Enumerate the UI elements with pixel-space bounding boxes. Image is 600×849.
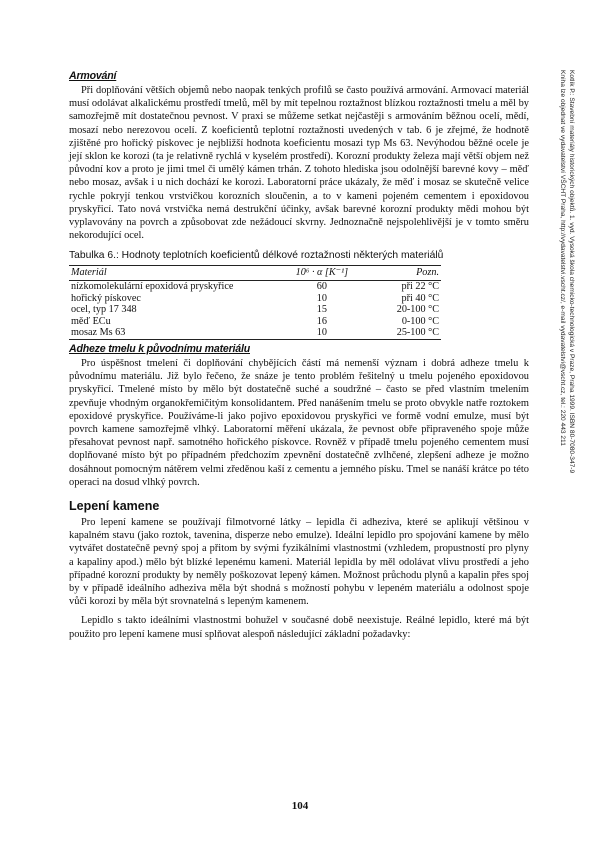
table-row (69, 316, 441, 328)
paragraph-lepeni-2: Lepidlo s takto ideálními vlastnostmi bohužel v současné době neexistuje. Reálné lepidlo, které má být použito pro lepení kamene musí splňovat alespoň následující základní požadavky: (69, 615, 529, 640)
cell-material: hořický pískovec (71, 292, 141, 304)
side-citation-note (559, 70, 575, 640)
column-header-coefficient: 10⁶ · α [K⁻¹] (286, 266, 358, 281)
table-row (69, 304, 441, 316)
paragraph-adheze: Pro úspěšnost tmelení či doplňování chybějících částí má nemenší význam i dobrá adheze tmelu k původnímu materiálu. Již bylo řečeno, že snáze je tento problém řešitelný u tmelu pojeného epoxidovou pryskyřicí. Tmelené místo by mělo být dostatečně suché a soudržné – často se před vlastním tmelením zpevňuje vhodným organokřemičitým konsolidantem. Před nanášením tmelu se proto obvykle natře roztokem epoxidové pryskyřice. Používáme-li jako pojivo epoxidovou pryskyřici ve formě vodní emulze, musí být povrch kamene samozřejmě vlhký. Laboratorní měření ukázala, že pevnost obře připraveného spoje může přesahovat pevnost např. samotného hořického pískovce. Rovněž v případě tmelu pojeného cementem musí doplňované místo být po případném předchozím zpevnění dostatečně zvlhčené, zlepšení adheze je možno dosáhnout pomocným nátěrem velmi zředěnou kaší z cementu a jemného písku. Tmel se nanáší krátce po této operaci na dosud vlhký povrch. (69, 358, 529, 488)
page-number: 104 (291, 800, 309, 812)
cell-note: 20-100 °C (396, 304, 439, 316)
column-header-note: Pozn. (358, 266, 441, 281)
table-caption: Tabulka 6.: Hodnoty teplotních koeficientů délkové roztažnosti některých materiálů (69, 250, 444, 262)
cell-note: 25-100 °C (396, 327, 439, 339)
table-row (69, 293, 441, 305)
cell-coefficient: 60 (316, 281, 327, 293)
cell-note: 0-100 °C (401, 315, 439, 327)
cell-coefficient: 10 (316, 292, 327, 304)
column-header-material: Materiál (69, 266, 286, 281)
cell-coefficient: 10 (316, 327, 327, 339)
cell-material: mosaz Ms 63 (71, 327, 126, 339)
section-heading-armovani: Armování (69, 70, 117, 82)
cell-material: měď ECu (71, 315, 111, 327)
expansion-coefficients-table (69, 265, 441, 340)
cell-material: ocel, typ 17 348 (71, 304, 137, 316)
ordering-info-line: Kniha lze objednat ve vydavatelství VŠCHT Praha, http://vydavatelstvi.vscht.cz/, e-mail vydavatelstvi@vscht.cz, tel.: 220 443 211 (559, 70, 566, 446)
paragraph-armovani: Při doplňování větších objemů nebo naopak tenkých profilů se často používá armování. Armovací materiál musí odolávat alkalickému prostředí tmelů, měl by mít tepelnou roztažnost blízkou roztažnosti tmelu a měl by samozřejmě mít dostatečnou pevnost. V praxi se můžeme setkat nejčastěji s armováním běžnou ocelí, mědí, mosazí nebo nerezovou ocelí. Z koeficientů teplotní roztažnosti uvedených v tab. 6 je zřejmé, že hodnotě zjištěné pro hořický pískovec je nejbližší hodnota koeficientu mosazi typ Ms 63. Nevýhodou běžné ocele je její sklon ke korozi (ta je relativně rychlá v kyselém prostředí). Korozní produkty železa mají větší objem než původní kov a proto je jimi tmel či umělý kámen trhán. Z tohoto hlediska jsou odolnější barevné kovy – měď nebo mosaz, avšak i u nich dochází ke korozi. Laboratorní práce ukázaly, že měď i mosaz se skutečně velice rychle pokryjí tenkou vrstvičkou korozních sloučenin, a to v kameni pojeném cementem i epoxidovou pryskyřicí. Tato nová vrstvička nemá destrukční účinky, avšak barevné korozní produkty mědi mohou být vyplavovány na povrch a způsobovat zde nežádoucí skvrny. Jednoznačně nejspolehlivější je v tomto směru nekorodující ocel. (69, 85, 529, 242)
table-row (69, 281, 441, 293)
table-row (69, 327, 441, 339)
cell-note: při 40 °C (401, 292, 439, 304)
paragraph-lepeni-1: Pro lepení kamene se používají filmotvorné látky – lepidla či adheziva, které se aplikují většinou v kapalném stavu (jako roztok, tavenina, disperze nebo emulze). Ideální lepidlo pro spojování kamene by mělo vytvářet dostatečně pevný spoj a přitom by svými fyzikálními vlastnostmi (vzhledem, propustností pro plyny a kapaliny apod.) mělo být blízké lepenému kameni. Materiál lepidla by měl odolávat vlivu prostředí a jeho případné korozní produkty by neměly poškozovat lepený kámen. Možnost průchodu plynů a kapalin přes spoj by v případě ideálního adheziva měla být shodná s možností pohybu v lepeném materiálu a odolnost spoje vůči korozi by měla být srovnatelná s lepeným kamenem. (69, 517, 529, 608)
cell-coefficient: 15 (316, 304, 327, 316)
section-heading-adheze: Adheze tmelu k původnímu materiálu (69, 343, 250, 355)
table-header-row (69, 266, 441, 281)
cell-note: při 22 °C (401, 281, 439, 293)
cell-material: nízkomolekulární epoxidová pryskyřice (71, 281, 234, 293)
cell-coefficient: 16 (316, 315, 327, 327)
citation-line: Kotlík P.: Stavební materiály historických objektů. 1. vyd. Vysoká škola chemicko-technologická v Praze, Praha 1999. ISBN 80-7080-347-9 (568, 70, 575, 474)
section-heading-lepeni: Lepení kamene (69, 499, 160, 514)
page-content (69, 70, 529, 641)
